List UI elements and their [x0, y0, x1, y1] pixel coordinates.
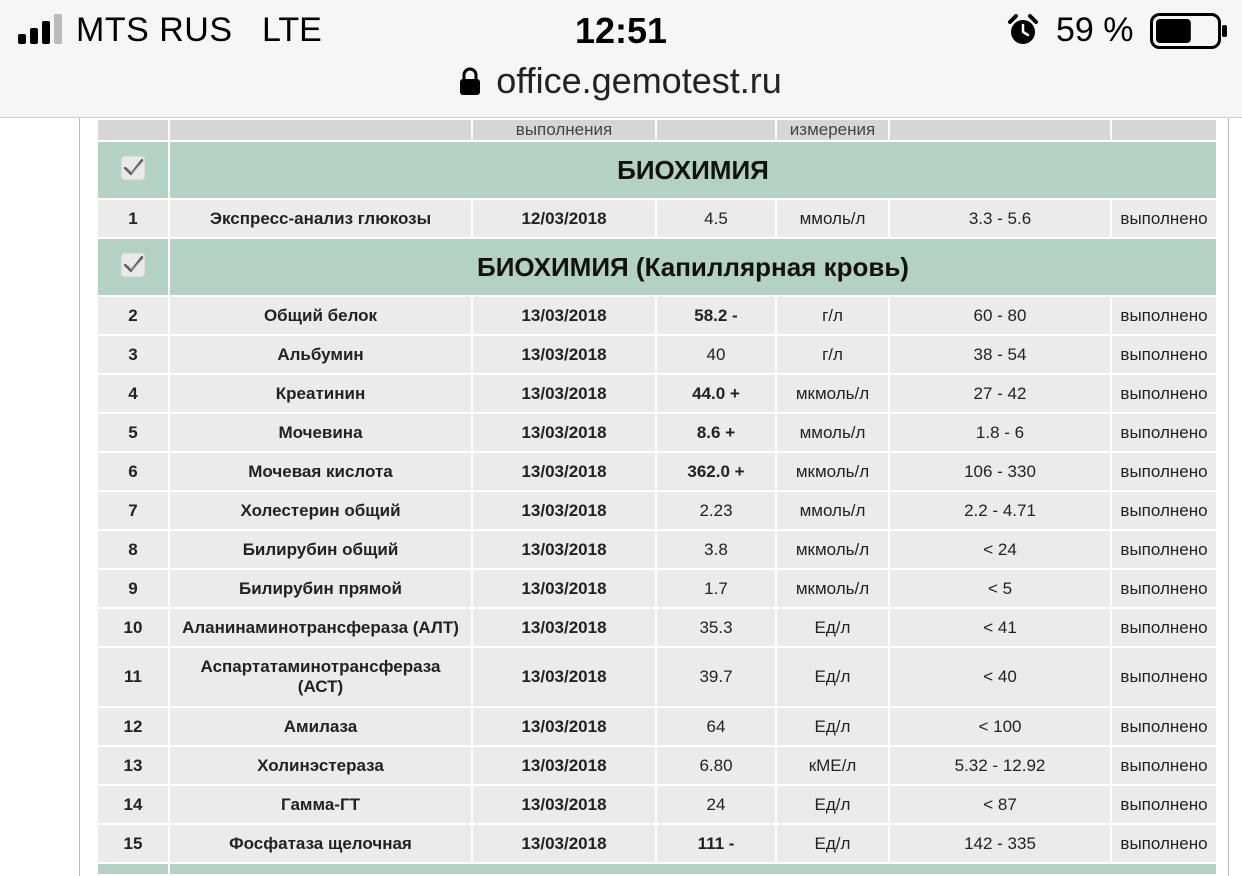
reference-range: 38 - 54	[889, 335, 1111, 374]
table-header-row	[97, 119, 1217, 141]
test-result: 111 -	[656, 824, 776, 863]
reference-range: 5.32 - 12.92	[889, 746, 1111, 785]
test-name: Общий белок	[169, 296, 472, 335]
test-status: выполнено	[1111, 608, 1217, 647]
section-header-row	[97, 141, 1217, 199]
header-cell-unit: измерения	[776, 119, 889, 141]
test-unit: Ед/л	[776, 824, 889, 863]
table-row	[97, 785, 1217, 824]
header-cell	[97, 119, 169, 141]
test-status: выполнено	[1111, 452, 1217, 491]
test-status: выполнено	[1111, 746, 1217, 785]
test-date: 13/03/2018	[472, 296, 656, 335]
test-status: выполнено	[1111, 491, 1217, 530]
checkmark-icon[interactable]	[120, 155, 146, 181]
left-frame-line	[79, 118, 80, 876]
battery-percent: 59 %	[1056, 11, 1134, 49]
test-name: Гамма-ГТ	[169, 785, 472, 824]
header-cell	[656, 119, 776, 141]
reference-range: 142 - 335	[889, 824, 1111, 863]
row-number: 15	[97, 824, 169, 863]
section-check-cell	[97, 141, 169, 199]
reference-range: 3.3 - 5.6	[889, 199, 1111, 238]
table-row	[97, 647, 1217, 707]
row-number: 12	[97, 707, 169, 746]
row-number: 10	[97, 608, 169, 647]
test-name: Аспартатаминотрансфераза (АСТ)	[169, 647, 472, 707]
test-name: Мочевая кислота	[169, 452, 472, 491]
reference-range: < 5	[889, 569, 1111, 608]
table-row	[97, 374, 1217, 413]
reference-range: 1.8 - 6	[889, 413, 1111, 452]
test-date: 13/03/2018	[472, 707, 656, 746]
test-status: выполнено	[1111, 335, 1217, 374]
table-row	[97, 296, 1217, 335]
test-result: 39.7	[656, 647, 776, 707]
table-row	[97, 199, 1217, 238]
status-bar	[0, 0, 1242, 118]
test-date: 13/03/2018	[472, 824, 656, 863]
alarm-clock-icon	[1006, 13, 1040, 47]
test-date: 13/03/2018	[472, 530, 656, 569]
test-result: 44.0 +	[656, 374, 776, 413]
test-date: 13/03/2018	[472, 452, 656, 491]
test-result: 362.0 +	[656, 452, 776, 491]
row-number: 5	[97, 413, 169, 452]
test-unit: мкмоль/л	[776, 452, 889, 491]
reference-range: < 87	[889, 785, 1111, 824]
table-row	[97, 608, 1217, 647]
test-unit: кМЕ/л	[776, 746, 889, 785]
test-result: 3.8	[656, 530, 776, 569]
test-result: 4.5	[656, 199, 776, 238]
checkmark-icon[interactable]	[120, 252, 146, 278]
test-date: 13/03/2018	[472, 374, 656, 413]
reference-range: 60 - 80	[889, 296, 1111, 335]
row-number: 8	[97, 530, 169, 569]
test-status: выполнено	[1111, 413, 1217, 452]
section-title: БИОХИМИЯ	[169, 141, 1217, 199]
test-unit: ммоль/л	[776, 491, 889, 530]
test-unit: мкмоль/л	[776, 530, 889, 569]
test-result: 8.6 +	[656, 413, 776, 452]
test-result: 6.80	[656, 746, 776, 785]
table-row	[97, 707, 1217, 746]
test-name: Холестерин общий	[169, 491, 472, 530]
reference-range: 27 - 42	[889, 374, 1111, 413]
test-result: 24	[656, 785, 776, 824]
test-status: выполнено	[1111, 785, 1217, 824]
header-cell	[1111, 119, 1217, 141]
test-result: 58.2 -	[656, 296, 776, 335]
test-name: Экспресс-анализ глюкозы	[169, 199, 472, 238]
next-section-cell	[97, 863, 169, 875]
test-unit: Ед/л	[776, 707, 889, 746]
test-unit: Ед/л	[776, 608, 889, 647]
table-row	[97, 530, 1217, 569]
test-result: 2.23	[656, 491, 776, 530]
test-name: Креатинин	[169, 374, 472, 413]
network-type: LTE	[262, 11, 322, 49]
lock-icon	[460, 67, 480, 95]
status-time: 12:51	[574, 10, 668, 51]
test-name: Билирубин общий	[169, 530, 472, 569]
test-unit: г/л	[776, 296, 889, 335]
test-unit: мкмоль/л	[776, 374, 889, 413]
test-date: 13/03/2018	[472, 785, 656, 824]
test-date: 13/03/2018	[472, 569, 656, 608]
test-date: 12/03/2018	[472, 199, 656, 238]
carrier-name: MTS RUS	[76, 11, 233, 49]
url-text: office.gemotest.ru	[496, 60, 782, 101]
table-row	[97, 491, 1217, 530]
battery-icon	[1150, 13, 1230, 49]
row-number: 2	[97, 296, 169, 335]
reference-range: < 24	[889, 530, 1111, 569]
test-unit: Ед/л	[776, 647, 889, 707]
reference-range: < 100	[889, 707, 1111, 746]
table-row	[97, 746, 1217, 785]
test-date: 13/03/2018	[472, 491, 656, 530]
test-name: Аланинаминотрансфераза (АЛТ)	[169, 608, 472, 647]
row-number: 4	[97, 374, 169, 413]
test-status: выполнено	[1111, 374, 1217, 413]
test-unit: ммоль/л	[776, 413, 889, 452]
section-title: БИОХИМИЯ (Капиллярная кровь)	[169, 238, 1217, 296]
reference-range: < 40	[889, 647, 1111, 707]
reference-range: < 41	[889, 608, 1111, 647]
page-content	[0, 118, 1242, 876]
test-result: 1.7	[656, 569, 776, 608]
row-number: 13	[97, 746, 169, 785]
test-unit: г/л	[776, 335, 889, 374]
test-result: 35.3	[656, 608, 776, 647]
reference-range: 2.2 - 4.71	[889, 491, 1111, 530]
test-status: выполнено	[1111, 296, 1217, 335]
table-row	[97, 413, 1217, 452]
table-row	[97, 824, 1217, 863]
next-section-row	[97, 863, 1217, 875]
header-cell-date: выполнения	[472, 119, 656, 141]
results-table	[96, 118, 1218, 876]
header-cell	[889, 119, 1111, 141]
test-date: 13/03/2018	[472, 335, 656, 374]
test-unit: Ед/л	[776, 785, 889, 824]
table-row	[97, 452, 1217, 491]
test-result: 40	[656, 335, 776, 374]
test-date: 13/03/2018	[472, 746, 656, 785]
test-name: Фосфатаза щелочная	[169, 824, 472, 863]
reference-range: 106 - 330	[889, 452, 1111, 491]
row-number: 7	[97, 491, 169, 530]
test-name: Мочевина	[169, 413, 472, 452]
section-check-cell	[97, 238, 169, 296]
test-name: Амилаза	[169, 707, 472, 746]
test-status: выполнено	[1111, 707, 1217, 746]
table-row	[97, 335, 1217, 374]
test-name: Альбумин	[169, 335, 472, 374]
next-section-cell	[169, 863, 1217, 875]
test-status: выполнено	[1111, 569, 1217, 608]
test-date: 13/03/2018	[472, 647, 656, 707]
test-unit: мкмоль/л	[776, 569, 889, 608]
test-date: 13/03/2018	[472, 413, 656, 452]
row-number: 6	[97, 452, 169, 491]
test-status: выполнено	[1111, 647, 1217, 707]
test-name: Холинэстераза	[169, 746, 472, 785]
right-frame-line	[1228, 118, 1229, 876]
test-result: 64	[656, 707, 776, 746]
row-number: 9	[97, 569, 169, 608]
test-unit: ммоль/л	[776, 199, 889, 238]
row-number: 1	[97, 199, 169, 238]
test-status: выполнено	[1111, 199, 1217, 238]
address-bar[interactable]	[0, 60, 1242, 102]
test-status: выполнено	[1111, 824, 1217, 863]
row-number: 14	[97, 785, 169, 824]
row-number: 11	[97, 647, 169, 707]
test-name: Билирубин прямой	[169, 569, 472, 608]
row-number: 3	[97, 335, 169, 374]
test-status: выполнено	[1111, 530, 1217, 569]
table-row	[97, 569, 1217, 608]
header-cell	[169, 119, 472, 141]
test-date: 13/03/2018	[472, 608, 656, 647]
section-header-row	[97, 238, 1217, 296]
